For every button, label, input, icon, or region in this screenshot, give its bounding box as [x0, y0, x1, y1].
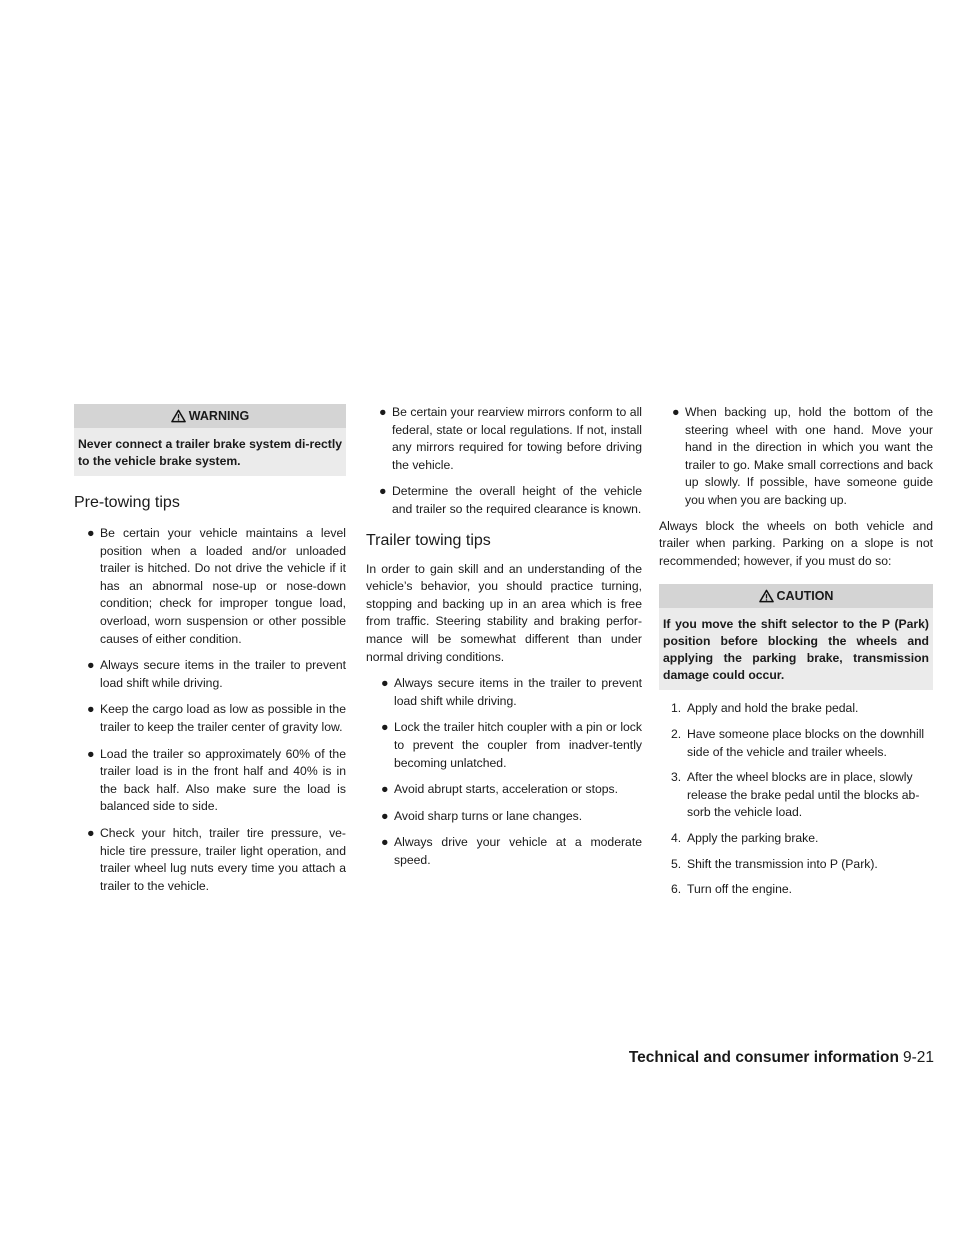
step-number: 2.	[671, 726, 682, 741]
parking-text: Always block the wheels on both vehicle and trailer when parking. Parking on a slope is not recommended; however, if you must do so:	[659, 518, 933, 568]
step-number: 5.	[671, 856, 682, 871]
list-item: ● Be certain your rearview mirrors conform to all federal, state or local regulations. If not, install any mirrors required for towing before driving the vehicle.	[379, 405, 642, 472]
pre-towing-list	[74, 525, 346, 895]
warning-box	[74, 404, 346, 476]
column-1	[74, 404, 346, 904]
step-number: 1.	[671, 701, 682, 716]
list-item: ● Determine the overall height of the vehicle and trailer so the required clearance is known.	[379, 484, 642, 516]
heading-pre-towing: Pre-towing tips	[74, 494, 180, 511]
page-footer	[629, 1049, 934, 1067]
trailer-towing-list-continued	[659, 404, 933, 510]
bullet-icon: ●	[87, 658, 95, 673]
list-item: ● Avoid abrupt starts, acceleration or stops.	[366, 781, 642, 799]
caution-box	[659, 584, 933, 690]
list-item: 3. After the wheel blocks are in place, slowly release the brake pedal until the blocks ab-sorb the vehicle load.	[671, 770, 920, 820]
list-item: ● When backing up, hold the bottom of the steering wheel with one hand. Move your hand in the direction in which you want the trailer to go. Make small corrections and back up slowly. If possible, have someone guide you when you are backing up.	[672, 405, 933, 507]
list-item: ● Lock the trailer hitch coupler with a pin or lock to prevent the coupler from inadver-tently becoming unlatched.	[381, 720, 642, 770]
step-number: 3.	[671, 770, 682, 785]
bullet-icon: ●	[381, 808, 389, 823]
list-item: ● Avoid sharp turns or lane changes.	[366, 808, 642, 826]
warning-icon	[171, 409, 186, 423]
warning-header	[74, 404, 346, 428]
bullet-icon: ●	[87, 746, 95, 761]
list-item: 6. Turn off the engine.	[659, 881, 933, 899]
warning-title: WARNING	[188, 409, 250, 423]
warning-text: Never connect a trailer brake system di-rectly to the vehicle brake system.	[74, 428, 346, 476]
bullet-icon: ●	[379, 484, 387, 499]
caution-text: If you move the shift selector to the P (Park) position before blocking the wheels and applying the parking brake, transmission damage could occur.	[659, 608, 933, 690]
bullet-icon: ●	[672, 405, 680, 419]
list-item: ● Be certain your vehicle maintains a level position when a loaded and/or unloaded trailer is hitched. Do not drive the vehicle if it has an abnormal nose-up or nose-down condition; check for improper tongue load, overload, worn suspension or other possible causes of either condition.	[87, 526, 346, 646]
bullet-icon: ●	[87, 702, 95, 717]
list-item: 1. Apply and hold the brake pedal.	[659, 700, 933, 718]
page-number: 9-21	[902, 1049, 934, 1066]
bullet-icon: ●	[381, 782, 389, 797]
pre-towing-list-continued	[366, 404, 642, 519]
list-item: ● Check your hitch, trailer tire pressure, ve-hicle tire pressure, trailer light operation, and trailer wheel lug nuts every time you attach a trailer to the vehicle.	[87, 825, 346, 893]
bullet-icon: ●	[87, 526, 95, 540]
list-item: ● Always secure items in the trailer to prevent load shift while driving.	[381, 676, 642, 708]
bullet-icon: ●	[87, 825, 95, 840]
footer-section-title: Technical and consumer information	[628, 1049, 899, 1066]
trailer-towing-list	[366, 675, 642, 869]
bullet-icon: ●	[381, 835, 389, 850]
bullet-icon: ●	[381, 720, 389, 735]
bullet-icon: ●	[379, 405, 387, 419]
list-item: ● Always drive your vehicle at a moderate speed.	[381, 835, 642, 867]
column-2	[366, 404, 642, 878]
list-item: ● Always secure items in the trailer to prevent load shift while driving.	[87, 658, 346, 690]
step-number: 6.	[671, 882, 682, 897]
column-3	[659, 404, 933, 907]
caution-title: CAUTION	[776, 589, 834, 604]
trailer-towing-intro: In order to gain skill and an understanding of the vehicle’s behavior, you should practice turning, stopping and backing up in an area which is free from traffic. Steering stability and braking perfor-mance will be somewhat different than under normal driving conditions.	[366, 561, 642, 664]
list-item: ● Load the trailer so approximately 60% of the trailer load is in the front half and 40% is in the back half. Also make sure the load is balanced side to side.	[87, 746, 346, 814]
step-number: 4.	[671, 830, 682, 845]
parking-steps	[659, 700, 933, 898]
heading-trailer-towing: Trailer towing tips	[366, 531, 491, 549]
list-item: ● Keep the cargo load as low as possible in the trailer to keep the trailer center of gravity low.	[87, 702, 346, 734]
list-item: 5. Shift the transmission into P (Park).	[659, 856, 933, 874]
caution-icon	[759, 589, 774, 603]
list-item: 2. Have someone place blocks on the downhill side of the vehicle and trailer wheels.	[671, 726, 925, 759]
list-item: 4. Apply the parking brake.	[659, 830, 933, 848]
bullet-icon: ●	[381, 676, 389, 691]
caution-header	[659, 584, 933, 608]
